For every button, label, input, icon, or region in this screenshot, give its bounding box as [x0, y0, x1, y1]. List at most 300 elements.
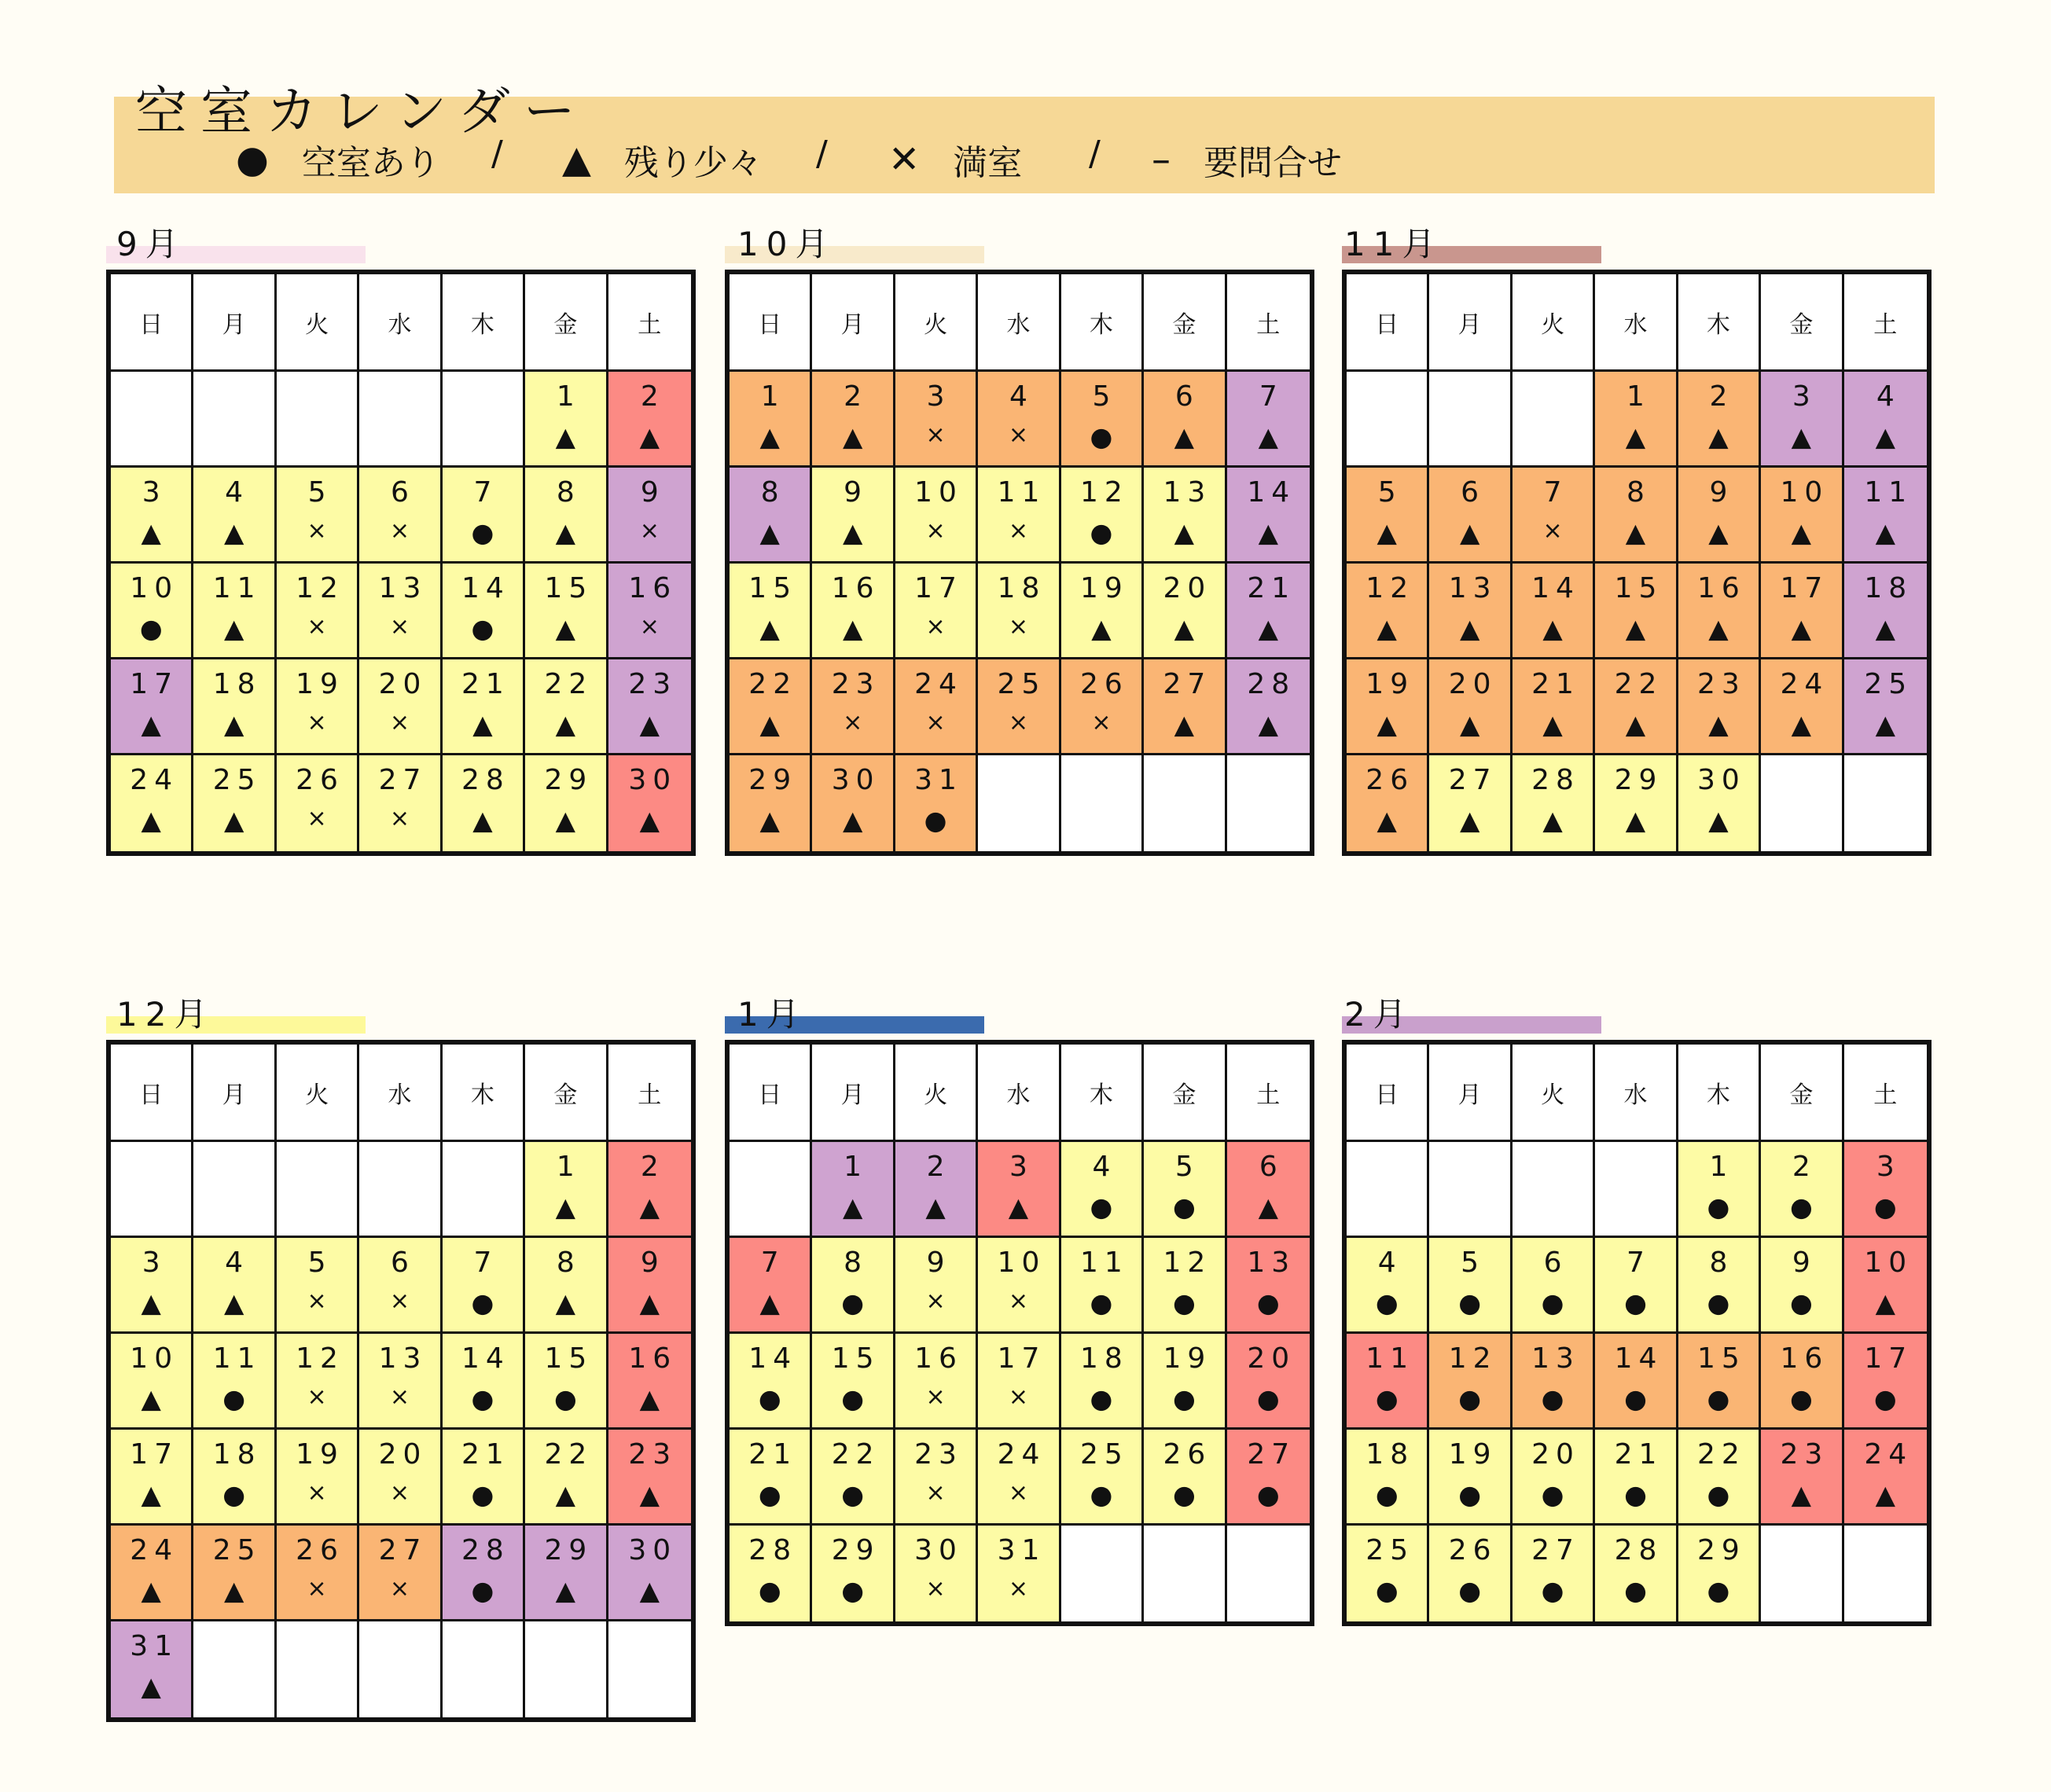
day-cell[interactable] [277, 1526, 359, 1621]
day-cell[interactable] [359, 468, 442, 564]
day-cell[interactable] [1678, 372, 1761, 468]
day-cell[interactable] [1678, 755, 1761, 851]
month-calendar [106, 1040, 696, 1722]
triangle-icon: ▲ [759, 709, 780, 740]
day-number: 9 [1792, 1247, 1817, 1279]
day-cell[interactable] [111, 659, 193, 755]
day-cell[interactable] [978, 1526, 1060, 1621]
day-cell[interactable] [1227, 1142, 1310, 1238]
triangle-icon: ▲ [1708, 805, 1729, 835]
day-number: 2 [1709, 380, 1734, 413]
day-cell[interactable] [1513, 1238, 1595, 1334]
circle-icon: ● [1090, 421, 1113, 452]
day-cell[interactable] [1347, 1334, 1429, 1430]
circle-icon: ● [1541, 1479, 1564, 1510]
empty-cell [1144, 1526, 1226, 1621]
day-cell[interactable] [608, 1142, 691, 1238]
day-cell[interactable] [608, 755, 691, 851]
day-cell[interactable] [193, 659, 276, 755]
day-cell[interactable] [1429, 1430, 1512, 1526]
day-cell[interactable] [443, 1526, 525, 1621]
day-cell[interactable] [1844, 564, 1927, 659]
day-cell[interactable] [525, 468, 608, 564]
day-cell[interactable] [608, 1238, 691, 1334]
day-cell[interactable] [812, 1334, 895, 1430]
day-number: 14 [1614, 1342, 1663, 1375]
day-number: 29 [544, 764, 594, 796]
day-cell[interactable] [978, 1142, 1060, 1238]
day-cell[interactable] [730, 372, 812, 468]
day-number: 12 [1080, 476, 1129, 509]
day-cell[interactable] [359, 564, 442, 659]
triangle-icon: ▲ [223, 1575, 244, 1606]
day-number: 28 [1247, 668, 1296, 700]
triangle-icon: ▲ [1875, 709, 1895, 740]
triangle-icon: ▲ [1875, 1287, 1895, 1318]
day-cell[interactable] [1678, 1142, 1761, 1238]
day-cell[interactable] [1347, 1526, 1429, 1621]
day-cell[interactable] [1061, 1142, 1144, 1238]
day-cell[interactable] [1844, 1334, 1927, 1430]
circle-icon: ● [841, 1575, 865, 1606]
cross-icon: × [925, 1479, 946, 1507]
day-number: 15 [1697, 1342, 1746, 1375]
day-cell[interactable] [1595, 1430, 1678, 1526]
triangle-icon: ▲ [223, 517, 244, 548]
day-cell[interactable] [608, 564, 691, 659]
day-cell[interactable] [1761, 1238, 1843, 1334]
day-cell[interactable] [277, 564, 359, 659]
day-cell[interactable] [1513, 1430, 1595, 1526]
circle-icon: ● [1541, 1383, 1564, 1414]
day-cell[interactable] [111, 1621, 193, 1717]
empty-cell [193, 372, 276, 468]
cross-icon: × [1008, 613, 1029, 641]
day-cell[interactable] [1061, 372, 1144, 468]
triangle-icon: ▲ [223, 613, 244, 644]
day-cell[interactable] [1678, 564, 1761, 659]
day-number: 23 [628, 1438, 678, 1471]
day-cell[interactable] [1144, 1430, 1226, 1526]
day-cell[interactable] [812, 564, 895, 659]
circle-icon: ● [1458, 1479, 1482, 1510]
day-cell[interactable] [359, 755, 442, 851]
triangle-icon: ▲ [1791, 613, 1812, 644]
day-cell[interactable] [443, 1238, 525, 1334]
month-label: 11月 [1344, 225, 1443, 263]
day-cell[interactable] [1227, 659, 1310, 755]
day-number: 1 [556, 1151, 581, 1183]
day-cell[interactable] [812, 1526, 895, 1621]
day-cell[interactable] [1595, 564, 1678, 659]
day-cell[interactable] [895, 1526, 978, 1621]
day-cell[interactable] [1144, 1334, 1226, 1430]
day-cell[interactable] [1678, 1430, 1761, 1526]
day-cell[interactable] [730, 1430, 812, 1526]
day-cell[interactable] [1513, 468, 1595, 564]
day-cell[interactable] [277, 755, 359, 851]
day-cell[interactable] [111, 1238, 193, 1334]
day-number: 15 [544, 1342, 594, 1375]
day-cell[interactable] [1429, 755, 1512, 851]
day-cell[interactable] [1429, 1526, 1512, 1621]
day-cell[interactable] [359, 1526, 442, 1621]
day-cell[interactable] [1227, 1430, 1310, 1526]
cross-icon: × [307, 709, 327, 736]
day-number: 14 [748, 1342, 798, 1375]
day-cell[interactable] [1761, 1334, 1843, 1430]
day-cell[interactable] [1513, 1526, 1595, 1621]
day-number: 16 [1780, 1342, 1829, 1375]
triangle-icon: ▲ [1542, 613, 1563, 644]
day-cell[interactable] [1347, 468, 1429, 564]
day-cell[interactable] [1595, 468, 1678, 564]
day-cell[interactable] [1061, 468, 1144, 564]
day-cell[interactable] [1347, 755, 1429, 851]
day-cell[interactable] [359, 659, 442, 755]
day-number: 17 [1780, 572, 1829, 604]
day-cell[interactable] [193, 1526, 276, 1621]
day-cell[interactable] [1761, 564, 1843, 659]
circle-icon: ● [758, 1383, 781, 1414]
circle-icon: ● [1707, 1479, 1730, 1510]
day-cell[interactable] [1144, 1142, 1226, 1238]
day-cell[interactable] [608, 372, 691, 468]
day-cell[interactable] [812, 659, 895, 755]
day-number: 26 [1163, 1438, 1212, 1471]
day-cell[interactable] [1761, 1430, 1843, 1526]
day-cell[interactable] [359, 1238, 442, 1334]
triangle-icon: ▲ [925, 1192, 946, 1222]
day-cell[interactable] [193, 1430, 276, 1526]
cross-icon: ✕ [888, 138, 921, 182]
legend-item [888, 132, 1022, 187]
day-cell[interactable] [895, 1334, 978, 1430]
day-cell[interactable] [277, 1430, 359, 1526]
day-cell[interactable] [1678, 468, 1761, 564]
circle-icon: ● [841, 1383, 865, 1414]
day-cell[interactable] [111, 468, 193, 564]
day-number: 30 [628, 1534, 678, 1566]
day-number: 14 [1247, 476, 1296, 509]
day-cell[interactable] [895, 564, 978, 659]
day-cell[interactable] [1347, 1238, 1429, 1334]
cross-icon: × [1008, 517, 1029, 545]
day-number: 11 [212, 1342, 262, 1375]
triangle-icon: ▲ [1791, 1479, 1812, 1510]
empty-cell [1844, 1526, 1927, 1621]
circle-icon: ● [1375, 1479, 1399, 1510]
day-cell[interactable] [730, 755, 812, 851]
weekday-header: 土 [1227, 1045, 1310, 1142]
day-cell[interactable] [978, 468, 1060, 564]
day-cell[interactable] [525, 659, 608, 755]
circle-icon: ● [1172, 1287, 1196, 1318]
day-cell[interactable] [193, 1238, 276, 1334]
day-cell[interactable] [978, 564, 1060, 659]
day-cell[interactable] [1144, 659, 1226, 755]
circle-icon: ● [1541, 1575, 1564, 1606]
day-cell[interactable] [812, 1430, 895, 1526]
day-cell[interactable] [525, 372, 608, 468]
day-cell[interactable] [1061, 1430, 1144, 1526]
day-cell[interactable] [193, 755, 276, 851]
day-number: 15 [544, 572, 594, 604]
day-number: 22 [1697, 1438, 1746, 1471]
triangle-icon: ▲ [1875, 613, 1895, 644]
month-calendar [106, 270, 696, 856]
day-cell[interactable] [1061, 1238, 1144, 1334]
circle-icon: ● [1172, 1479, 1196, 1510]
day-cell[interactable] [277, 1238, 359, 1334]
day-cell[interactable] [978, 659, 1060, 755]
day-cell[interactable] [1678, 1526, 1761, 1621]
day-cell[interactable] [895, 1142, 978, 1238]
empty-cell [1761, 755, 1843, 851]
day-number: 7 [1543, 476, 1568, 509]
day-number: 19 [296, 1438, 344, 1471]
day-cell[interactable] [1595, 755, 1678, 851]
day-cell[interactable] [1844, 372, 1927, 468]
triangle-icon: ▲ [639, 1575, 660, 1606]
day-cell[interactable] [1061, 564, 1144, 659]
day-number: 10 [130, 1342, 179, 1375]
day-cell[interactable] [443, 468, 525, 564]
triangle-icon: ▲ [141, 805, 161, 835]
empty-cell [1513, 372, 1595, 468]
day-cell[interactable] [1227, 372, 1310, 468]
empty-cell [359, 1142, 442, 1238]
day-cell[interactable] [978, 372, 1060, 468]
cross-icon: × [307, 1479, 327, 1507]
day-cell[interactable] [1061, 659, 1144, 755]
day-cell[interactable] [1595, 372, 1678, 468]
day-cell[interactable] [1595, 1238, 1678, 1334]
day-number: 8 [556, 1247, 581, 1279]
day-number: 12 [296, 572, 344, 604]
day-cell[interactable] [812, 372, 895, 468]
day-cell[interactable] [525, 1238, 608, 1334]
day-cell[interactable] [111, 1430, 193, 1526]
day-cell[interactable] [978, 1334, 1060, 1430]
day-cell[interactable] [443, 1334, 525, 1430]
day-cell[interactable] [895, 468, 978, 564]
day-cell[interactable] [1347, 564, 1429, 659]
day-cell[interactable] [895, 372, 978, 468]
day-number: 3 [1009, 1151, 1034, 1183]
weekday-header: 水 [359, 274, 442, 372]
cross-icon: × [1091, 709, 1112, 736]
day-cell[interactable] [608, 659, 691, 755]
empty-cell [1761, 1526, 1843, 1621]
day-number: 26 [296, 764, 344, 796]
triangle-icon: ▲ [759, 805, 780, 835]
day-cell[interactable] [730, 659, 812, 755]
empty-cell [1347, 372, 1429, 468]
day-number: 6 [1461, 476, 1486, 509]
day-number: 1 [844, 1151, 869, 1183]
day-cell[interactable] [111, 755, 193, 851]
cross-icon: × [307, 1575, 327, 1603]
day-cell[interactable] [1347, 1430, 1429, 1526]
day-cell[interactable] [1227, 564, 1310, 659]
day-cell[interactable] [895, 1430, 978, 1526]
day-cell[interactable] [1761, 659, 1843, 755]
day-cell[interactable] [812, 1238, 895, 1334]
day-cell[interactable] [978, 1430, 1060, 1526]
triangle-icon: ▲ [141, 1383, 161, 1414]
day-cell[interactable] [1144, 468, 1226, 564]
day-number: 16 [831, 572, 880, 604]
day-cell[interactable] [1678, 659, 1761, 755]
day-cell[interactable] [525, 1334, 608, 1430]
day-number: 25 [1365, 1534, 1415, 1566]
triangle-icon: ▲ [1625, 709, 1646, 740]
day-cell[interactable] [812, 1142, 895, 1238]
day-cell[interactable] [730, 564, 812, 659]
day-cell[interactable] [193, 468, 276, 564]
triangle-icon: ▲ [1708, 613, 1729, 644]
day-cell[interactable] [1678, 1238, 1761, 1334]
day-cell[interactable] [730, 468, 812, 564]
day-cell[interactable] [895, 1238, 978, 1334]
day-cell[interactable] [443, 659, 525, 755]
day-number: 29 [748, 764, 798, 796]
cross-icon: × [925, 421, 946, 449]
day-cell[interactable] [608, 1334, 691, 1430]
day-number: 19 [296, 668, 344, 700]
day-cell[interactable] [359, 1334, 442, 1430]
circle-icon: ● [1090, 1287, 1113, 1318]
day-cell[interactable] [812, 468, 895, 564]
day-number: 19 [1080, 572, 1129, 604]
day-cell[interactable] [1429, 1334, 1512, 1430]
day-cell[interactable] [277, 1334, 359, 1430]
circle-icon: ● [222, 1479, 246, 1510]
day-cell[interactable] [895, 755, 978, 851]
day-number: 24 [914, 668, 963, 700]
day-number: 9 [926, 1247, 951, 1279]
day-cell[interactable] [111, 564, 193, 659]
day-cell[interactable] [1844, 468, 1927, 564]
day-cell[interactable] [525, 564, 608, 659]
day-cell[interactable] [608, 1430, 691, 1526]
day-cell[interactable] [1595, 659, 1678, 755]
day-cell[interactable] [1144, 564, 1226, 659]
day-number: 20 [1448, 668, 1498, 700]
day-number: 9 [844, 476, 869, 509]
day-cell[interactable] [1429, 564, 1512, 659]
day-cell[interactable] [1061, 1334, 1144, 1430]
day-cell[interactable] [608, 1526, 691, 1621]
day-cell[interactable] [1595, 1526, 1678, 1621]
day-cell[interactable] [1144, 1238, 1226, 1334]
day-number: 19 [1163, 1342, 1212, 1375]
day-cell[interactable] [1678, 1334, 1761, 1430]
month-calendar [725, 1040, 1314, 1626]
day-cell[interactable] [730, 1238, 812, 1334]
day-cell[interactable] [1227, 1334, 1310, 1430]
day-cell[interactable] [978, 1238, 1060, 1334]
day-number: 31 [130, 1630, 179, 1662]
day-cell[interactable] [525, 755, 608, 851]
day-cell[interactable] [1429, 468, 1512, 564]
day-cell[interactable] [443, 564, 525, 659]
day-cell[interactable] [1513, 755, 1595, 851]
day-cell[interactable] [1761, 1142, 1843, 1238]
day-cell[interactable] [1844, 1238, 1927, 1334]
day-cell[interactable] [443, 1430, 525, 1526]
day-cell[interactable] [812, 755, 895, 851]
day-cell[interactable] [608, 468, 691, 564]
day-cell[interactable] [1513, 1334, 1595, 1430]
weekday-header: 水 [359, 1045, 442, 1142]
day-cell[interactable] [1144, 372, 1226, 468]
day-cell[interactable] [111, 1526, 193, 1621]
day-cell[interactable] [1844, 659, 1927, 755]
day-cell[interactable] [525, 1430, 608, 1526]
triangle-icon: ▲ [1008, 1192, 1029, 1222]
day-number: 13 [378, 1342, 428, 1375]
day-cell[interactable] [1513, 659, 1595, 755]
circle-icon: ● [471, 613, 494, 644]
day-number: 6 [1259, 1151, 1284, 1183]
triangle-icon: ▲ [141, 1575, 161, 1606]
day-cell[interactable] [525, 1526, 608, 1621]
day-cell[interactable] [730, 1334, 812, 1430]
day-cell[interactable] [193, 1334, 276, 1430]
day-cell[interactable] [193, 564, 276, 659]
circle-icon: ● [841, 1287, 865, 1318]
weekday-header: 水 [978, 274, 1060, 372]
day-number: 9 [640, 476, 665, 509]
circle-icon: ● [1256, 1287, 1280, 1318]
day-number: 11 [1080, 1247, 1129, 1279]
day-number: 8 [1626, 476, 1651, 509]
day-cell[interactable] [277, 468, 359, 564]
day-cell[interactable] [1595, 1334, 1678, 1430]
triangle-icon: ▲ [1258, 421, 1278, 452]
day-cell[interactable] [1844, 1142, 1927, 1238]
triangle-icon: ▲ [639, 421, 660, 452]
circle-icon: ● [471, 517, 494, 548]
day-cell[interactable] [730, 1526, 812, 1621]
day-cell[interactable] [525, 1142, 608, 1238]
day-cell[interactable] [1227, 468, 1310, 564]
day-cell[interactable] [359, 1430, 442, 1526]
day-number: 27 [1247, 1438, 1296, 1471]
day-cell[interactable] [1844, 1430, 1927, 1526]
day-cell[interactable] [1227, 1238, 1310, 1334]
day-cell[interactable] [1347, 659, 1429, 755]
weekday-header: 月 [812, 274, 895, 372]
day-cell[interactable] [277, 659, 359, 755]
day-cell[interactable] [1429, 659, 1512, 755]
day-number: 23 [1780, 1438, 1829, 1471]
day-number: 13 [1448, 572, 1498, 604]
circle-icon: ● [139, 613, 163, 644]
cross-icon: × [389, 1575, 410, 1603]
circle-icon: ● [1256, 1383, 1280, 1414]
day-cell[interactable] [895, 659, 978, 755]
day-cell[interactable] [111, 1334, 193, 1430]
day-cell[interactable] [443, 755, 525, 851]
day-cell[interactable] [1761, 468, 1843, 564]
day-cell[interactable] [1429, 1238, 1512, 1334]
day-cell[interactable] [1761, 372, 1843, 468]
day-cell[interactable] [1513, 564, 1595, 659]
triangle-icon: ▲ [759, 1287, 780, 1318]
